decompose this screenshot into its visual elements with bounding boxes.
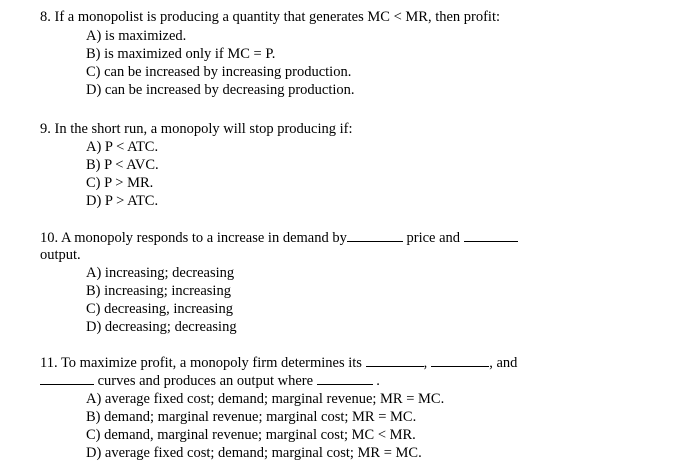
- question-10-option-c: C) decreasing, increasing: [86, 301, 233, 317]
- question-8-stem: 8. If a monopolist is producing a quantity that generates MC < MR, then profit:: [40, 9, 501, 25]
- question-11-option-c: C) demand, marginal revenue; marginal cost; MC < MR.: [86, 427, 416, 443]
- question-10-option-b: B) increasing; increasing: [86, 283, 231, 299]
- question-10-stem-part1: 10. A monopoly responds to a increase in demand by: [40, 230, 347, 246]
- question-11-option-a: A) average fixed cost; demand; marginal revenue; MR = MC.: [86, 391, 445, 407]
- question-10-blank-price: [347, 229, 403, 242]
- question-11-option-d: D) average fixed cost; demand; marginal cost; MR = MC.: [86, 445, 422, 461]
- question-10-stem-line2: output.: [40, 247, 81, 263]
- question-11-option-b: B) demand; marginal revenue; marginal cost; MR = MC.: [86, 409, 417, 425]
- question-9-option-a: A) P < ATC.: [86, 139, 159, 155]
- question-11-and: , and: [489, 355, 518, 371]
- question-11-period: .: [376, 373, 380, 389]
- question-9-option-d: D) P > ATC.: [86, 193, 159, 209]
- question-8-option-d: D) can be increased by decreasing production.: [86, 82, 355, 98]
- question-9-option-b: B) P < AVC.: [86, 157, 159, 173]
- question-11-stem-line1: [40, 354, 517, 372]
- question-11-blank-4: [317, 372, 373, 385]
- question-10-stem-part2: price and: [406, 230, 461, 246]
- question-11-blank-1: [366, 354, 424, 367]
- question-11-comma: ,: [423, 355, 428, 371]
- question-11-stem-line2-text: curves and produces an output where: [97, 373, 314, 389]
- question-10-option-d: D) decreasing; decreasing: [86, 319, 237, 335]
- question-11-blank-3: [40, 372, 94, 385]
- question-11-blank-2: [431, 354, 489, 367]
- question-10-stem-line1: [40, 229, 518, 247]
- question-8-option-a: A) is maximized.: [86, 28, 187, 44]
- question-9-stem: 9. In the short run, a monopoly will stop producing if:: [40, 121, 353, 137]
- question-10-blank-output: [464, 229, 518, 242]
- question-9-option-c: C) P > MR.: [86, 175, 154, 191]
- question-8-option-c: C) can be increased by increasing production.: [86, 64, 352, 80]
- question-11-stem-line2: [40, 372, 380, 390]
- question-8-option-b: B) is maximized only if MC = P.: [86, 46, 276, 62]
- question-10-option-a: A) increasing; decreasing: [86, 265, 235, 281]
- question-11-stem-part1: 11. To maximize profit, a monopoly firm determines its: [40, 355, 362, 371]
